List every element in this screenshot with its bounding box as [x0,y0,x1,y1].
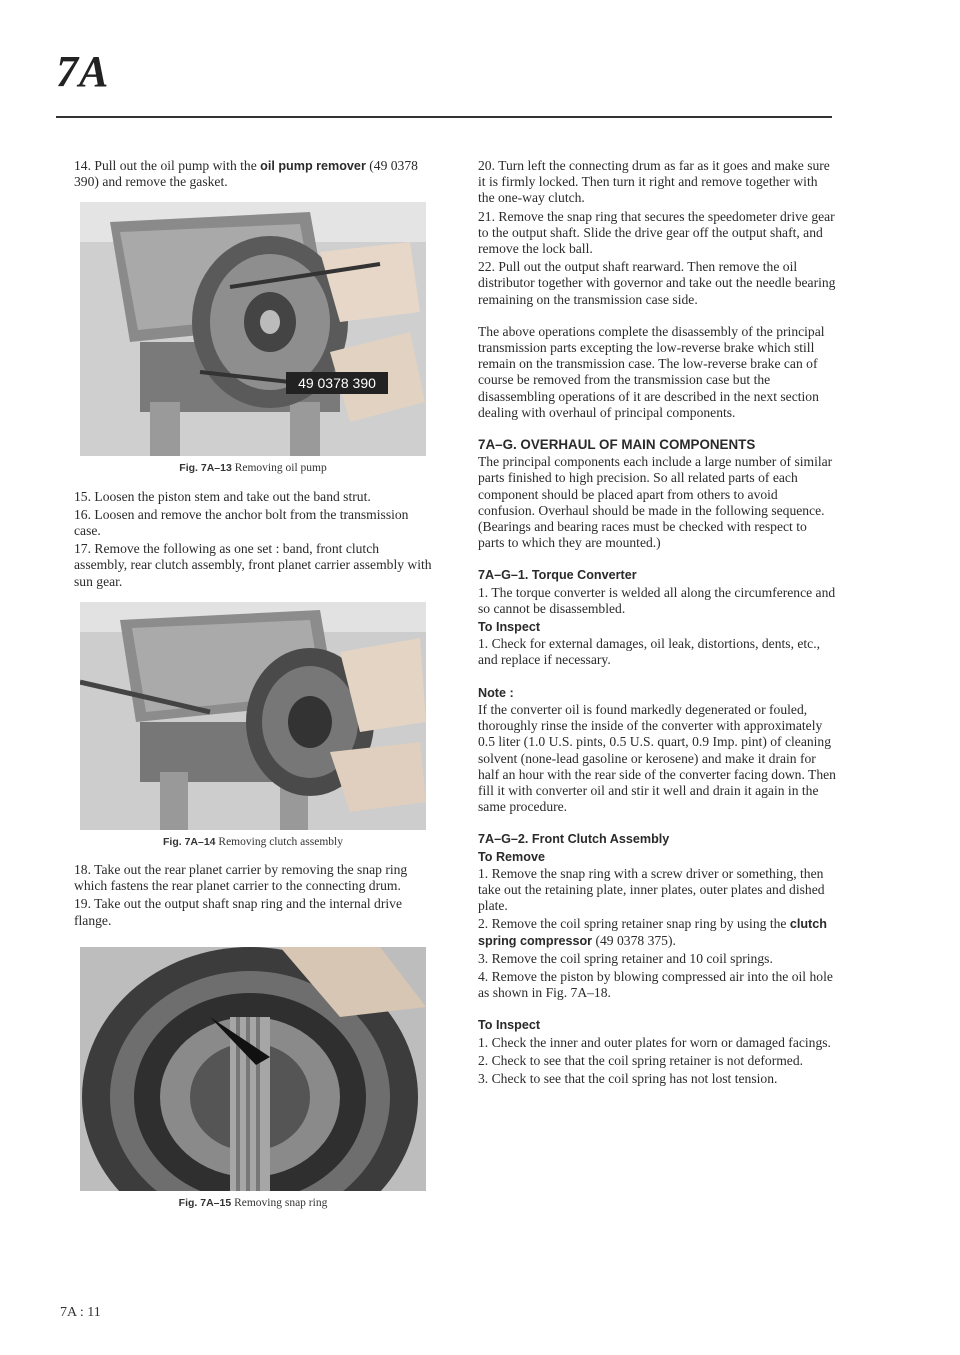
figure-caption: Fig. 7A–14 Removing clutch assembly [163,835,343,848]
torque-converter-inspect-p1: 1. Check for external damages, oil leak, distortions, dents, etc., and replace if necessary. [478,636,821,668]
to-remove-heading: To Remove [478,849,545,864]
page-number: 7A : 11 [60,1305,101,1320]
remove-step-2: 2. Remove the coil spring retainer snap ring by using the clutch spring compressor (49 0378 375). [478,916,827,948]
disassembly-summary: The above operations complete the disassembly of the principal transmission parts excepting the low-reverse brake which still remain on the transmission case. The low-reverse brake can of course be removed from the transmission case but the disassembling operations of it are described in the next section dealing with overhaul of principal components. [478,323,825,420]
figure-caption: Fig. 7A–15 Removing snap ring [178,1196,328,1209]
remove-step-1: 1. Remove the snap ring with a screw driver or something, then take out the retaining plate, inner plates, outer plates and dished plate. [478,865,825,914]
to-inspect-heading: To Inspect [478,620,541,635]
step-19: 19. Take out the output shaft snap ring and the internal drive flange. [74,896,402,928]
photo-clutch-removal [80,602,426,830]
step-16: 16. Loosen and remove the anchor bolt from the transmission case. [74,506,409,539]
photo-oil-pump-removal [80,202,426,456]
remove-step-4: 4. Remove the piston by blowing compressed air into the oil hole as shown in Fig. 7A–18. [478,968,833,1001]
figure-7a-15 [74,947,432,1211]
section-marker: 7A [56,47,110,96]
inspect-step-2: 2. Check to see that the coil spring retainer is not deformed. [478,1052,804,1068]
to-inspect-heading: To Inspect [478,1018,541,1033]
inspect-step-3: 3. Check to see that the coil spring has not lost tension. [478,1070,778,1086]
overhaul-intro: The principal components each include a large number of similar parts finished to high precision. So all related parts of each component should be placed apart from others to avoid confusion. Overhaul should be made in the following sequence. (Bearings and bearing races must be checked with respect to parts to which they are mounted.) [478,454,833,551]
tool-number-tag: 49 0378 390 [298,375,376,392]
step-21: 21. Remove the snap ring that secures the speedometer drive gear to the output shaft. Slide the drive gear off the output shaft, and remove the lock ball. [478,208,835,257]
right-column [478,158,836,1089]
photo-snap-ring-removal [80,947,426,1191]
figure-7a-13 [74,202,432,476]
heading-front-clutch: 7A–G–2. Front Clutch Assembly [478,832,670,847]
heading-torque-converter: 7A–G–1. Torque Converter [478,568,637,583]
inspect-step-1: 1. Check the inner and outer plates for worn or damaged facings. [478,1034,831,1050]
heading-overhaul: 7A–G. OVERHAUL OF MAIN COMPONENTS [478,437,756,453]
torque-converter-p1: 1. The torque converter is welded all along the circumference and so cannot be disassembled. [478,584,836,616]
step-20: 20. Turn left the connecting drum as far as it goes and make sure it is firmly locked. Then turn it right and remove together with the one-way clutch. [478,158,830,206]
step-17: 17. Remove the following as one set : band, front clutch assembly, rear clutch assembly, front planet carrier assembly with sun gear. [74,541,432,589]
step-22: 22. Pull out the output shaft rearward. Then remove the oil distributor together with governor and take out the needle bearing remaining on the transmission case side. [478,259,836,307]
figure-caption: Fig. 7A–13 Removing oil pump [179,462,327,475]
step-14: 14. Pull out the oil pump with the oil pump remover (49 0378 390) and remove the gasket. [74,158,418,190]
figure-7a-14 [74,602,432,850]
step-15: 15. Loosen the piston stem and take out the band strut. [74,488,371,504]
step-18: 18. Take out the rear planet carrier by removing the snap ring which fastens the rear planet carrier to the connecting drum. [74,862,408,894]
remove-step-3: 3. Remove the coil spring retainer and 10 coil springs. [478,950,773,966]
note-label: Note : [478,685,514,700]
header-rule [56,116,832,118]
note-text: If the converter oil is found markedly degenerated or fouled, thoroughly rinse the inside of the converter with approximately 0.5 liter (1.0 U.S. pints, 0.5 U.S. quart, 0.9 Imp. pint) of cleaning solvent (none-lead gasoline or kerosene) and make it drain for half an hour with the rear side of the converter facing down. Then fill it with converter oil and stir it well and drain it again in the same procedure. [478,701,836,815]
left-column [74,158,432,1223]
